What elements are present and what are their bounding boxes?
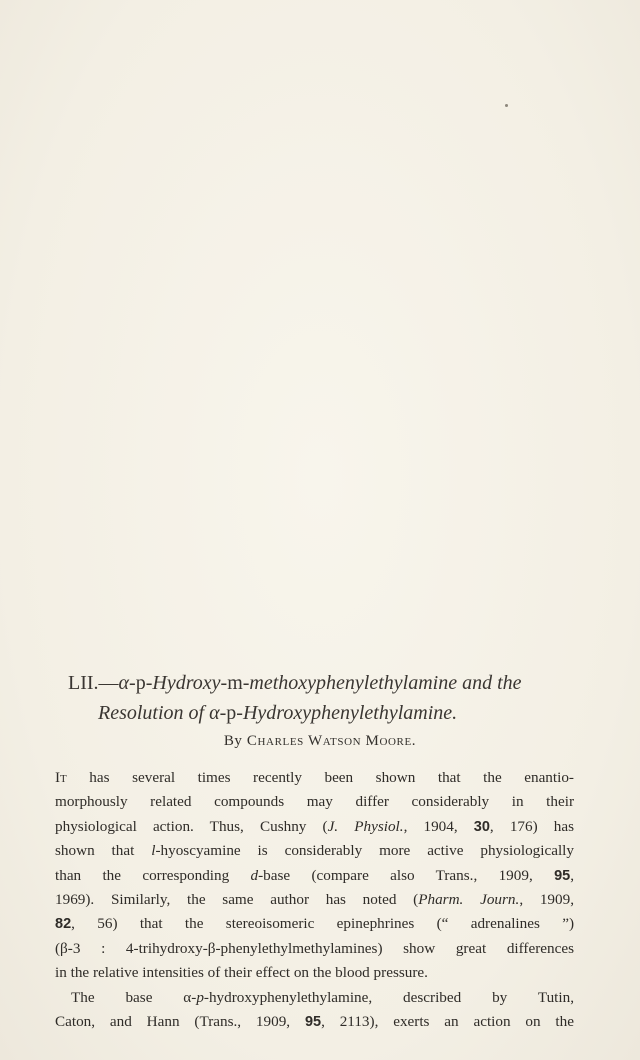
journal-name: J. Physiol.	[327, 817, 404, 835]
text-span: than the corresponding	[55, 866, 251, 884]
text-span: -hydroxyphenylethylamine, described by Tutin,	[203, 988, 574, 1006]
stereo-prefix: l	[151, 842, 156, 860]
article-body	[55, 766, 574, 1034]
text-span: , 2113), exerts an action on the	[321, 1012, 574, 1030]
body-line	[55, 790, 574, 814]
paper-speck	[505, 104, 508, 107]
title-compound-1: methoxyphenylethylamine	[249, 672, 458, 694]
body-line	[55, 766, 574, 790]
author-byline	[0, 733, 640, 750]
text-span: -base (compare also Trans., 1909,	[258, 866, 555, 884]
title-compound-2: Hydroxyphenylethylamine.	[242, 702, 458, 724]
text-span: , 1909,	[519, 890, 574, 908]
body-line	[55, 888, 574, 912]
title-alpha: α	[118, 672, 130, 694]
text-span: , 56) that the stereoisomeric epinephrines (“ adrenalines ”)	[71, 915, 574, 933]
text-span: The base α-	[71, 988, 197, 1006]
body-line	[55, 937, 574, 961]
byline-by: By	[223, 733, 243, 749]
title-dash: —	[98, 672, 119, 694]
body-line	[55, 912, 574, 936]
title-alpha-2: α	[209, 702, 220, 724]
journal-name: Pharm. Journ.	[418, 890, 520, 908]
text-span: 1969). Similarly, the same author has noted (	[55, 890, 419, 908]
title-para-prefix-2: p	[226, 702, 237, 724]
text-span: has several times recently been shown that the enantio-	[66, 769, 574, 786]
title-line-2: Resolution of α-p-Hydroxyphenylethylamine.	[98, 702, 458, 724]
title-meta-prefix: m	[227, 672, 243, 694]
body-line	[55, 815, 574, 839]
text-span: in the relative intensities of their effect on the blood pressure.	[55, 964, 428, 982]
body-line	[55, 961, 574, 985]
volume-number: 30	[473, 818, 490, 835]
text-span: physiological action. Thus, Cushny (	[55, 817, 328, 835]
title-resolution: Resolution of	[98, 702, 205, 724]
title-and-the: and the	[462, 672, 522, 694]
title-line-1: LII.—α-p-Hydroxy-m-methoxyphenylethylamine and the	[68, 672, 522, 694]
section-number: LII.	[68, 672, 99, 694]
article-title	[68, 668, 588, 728]
text-span: -hyoscyamine is considerably more active physiologically	[155, 842, 574, 860]
text-span: Caton, and Hann (Trans., 1909,	[55, 1012, 305, 1030]
text-span: (β-3 : 4-trihydroxy-β-phenylethylmethylamines) show great differences	[55, 939, 574, 957]
body-line	[55, 839, 574, 863]
body-line	[55, 864, 574, 888]
author-name: Charles Watson Moore.	[246, 733, 417, 749]
body-line	[55, 1010, 574, 1034]
para-prefix: p	[196, 988, 204, 1006]
stereo-prefix: d	[250, 866, 259, 884]
text-span: , 1904,	[403, 817, 474, 835]
opening-word: It	[55, 769, 67, 786]
volume-number: 82	[55, 916, 72, 933]
volume-number: 95	[554, 867, 571, 884]
title-para-prefix: p	[135, 672, 146, 694]
text-span: , 176) has	[489, 817, 575, 835]
text-span: shown that	[55, 842, 152, 860]
title-hydroxy: Hydroxy	[152, 672, 221, 694]
volume-number: 95	[304, 1013, 322, 1030]
text-span: morphously related compounds may differ considerably in their	[55, 793, 574, 811]
body-line	[55, 986, 574, 1010]
text-span: ,	[570, 866, 574, 884]
